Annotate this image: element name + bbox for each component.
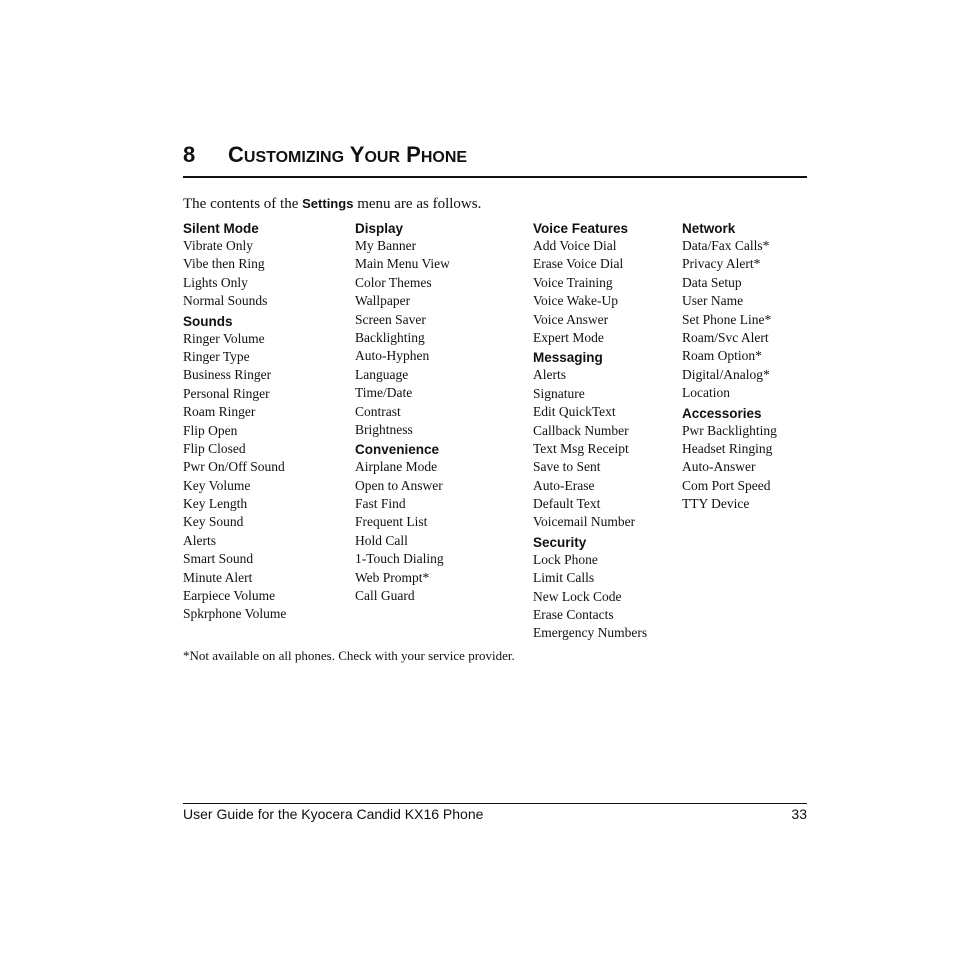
section-heading: Sounds (183, 313, 233, 329)
menu-item: Flip Closed (183, 440, 246, 456)
intro-text (183, 196, 481, 213)
chapter-heading (183, 140, 807, 178)
menu-item: Fast Find (355, 496, 406, 512)
menu-item: TTY Device (682, 496, 750, 512)
menu-item: Voice Answer (533, 311, 609, 327)
section-heading: Security (533, 534, 587, 550)
menu-item: Main Menu View (355, 256, 450, 272)
menu-item: Set Phone Line* (682, 311, 772, 327)
menu-section (183, 221, 286, 311)
chapter-title-initial: Y (349, 142, 365, 167)
chapter-title-initial: C (228, 142, 244, 167)
menu-item: Save to Sent (533, 459, 601, 475)
menu-item: Screen Saver (355, 311, 426, 327)
menu-item: Alerts (183, 532, 216, 548)
menu-item: Flip Open (183, 422, 238, 438)
menu-item: Key Volume (183, 477, 251, 493)
section-heading: Accessories (682, 405, 762, 421)
menu-item: Signature (533, 385, 585, 401)
menu-item: Privacy Alert* (682, 256, 761, 272)
menu-item: Business Ringer (183, 367, 272, 383)
menu-item: Vibe then Ring (183, 256, 265, 272)
footer-page-number: 33 (791, 806, 807, 822)
menu-item: Time/Date (355, 385, 413, 401)
menu-item: Text Msg Receipt (533, 440, 629, 456)
chapter-title (228, 142, 467, 168)
menu-item: Key Sound (183, 514, 244, 530)
menu-item: Limit Calls (533, 570, 595, 586)
section-heading: Display (355, 221, 404, 236)
menu-item: Roam Ringer (183, 404, 256, 420)
menu-item: Emergency Numbers (533, 625, 648, 641)
menu-item: Default Text (533, 496, 601, 512)
section-heading: Convenience (355, 442, 440, 458)
menu-item: Language (355, 366, 409, 382)
menu-item: Location (682, 385, 730, 401)
menu-item: User Name (682, 293, 744, 309)
menu-section (183, 314, 286, 624)
menu-item: Data Setup (682, 274, 742, 290)
menu-item: Voice Wake-Up (533, 293, 619, 309)
intro-before: The contents of the (183, 196, 303, 212)
menu-item: Pwr On/Off Sound (183, 459, 285, 475)
menu-section (682, 406, 777, 514)
menu-item: Expert Mode (533, 329, 604, 345)
menu-item: Contrast (355, 403, 401, 419)
menu-section (533, 221, 647, 347)
menu-item: Call Guard (355, 588, 415, 604)
chapter-title-rest: OUR (364, 149, 401, 166)
settings-column-3 (533, 221, 647, 643)
menu-item: 1-Touch Dialing (355, 551, 444, 567)
menu-item: Earpiece Volume (183, 588, 276, 604)
menu-item: Erase Contacts (533, 607, 614, 623)
menu-item: Frequent List (355, 514, 428, 530)
menu-item: New Lock Code (533, 588, 622, 604)
menu-item: Auto-Erase (533, 477, 595, 493)
menu-item: Roam/Svc Alert (682, 329, 769, 345)
chapter-number: 8 (183, 142, 196, 167)
chapter-title-rest: HONE (420, 149, 468, 166)
footer-guide-title: User Guide for the Kyocera Candid KX16 Phone (183, 806, 484, 822)
menu-item: Personal Ringer (183, 385, 270, 401)
menu-item: Digital/Analog* (682, 366, 770, 382)
section-heading: Network (682, 221, 736, 236)
chapter-title-initial: P (406, 142, 421, 167)
section-heading: Voice Features (533, 221, 629, 236)
settings-column-1 (183, 221, 286, 624)
menu-item: Open to Answer (355, 477, 443, 493)
menu-item: Erase Voice Dial (533, 256, 624, 272)
menu-item: Voicemail Number (533, 514, 636, 530)
menu-item: Data/Fax Calls* (682, 238, 770, 253)
menu-item: Color Themes (355, 274, 432, 290)
menu-section (533, 350, 647, 532)
menu-item: Brightness (355, 421, 413, 437)
intro-keyword: Settings (302, 196, 354, 211)
menu-item: Lock Phone (533, 551, 598, 567)
menu-item: Headset Ringing (682, 440, 773, 456)
menu-item: Auto-Hyphen (355, 348, 430, 364)
menu-item: Pwr Backlighting (682, 422, 777, 438)
section-heading: Silent Mode (183, 221, 259, 236)
menu-section (355, 442, 450, 605)
menu-item: Hold Call (355, 532, 408, 548)
menu-item: Ringer Type (183, 348, 250, 364)
section-heading: Messaging (533, 350, 603, 366)
footnote: *Not available on all phones. Check with your service provider. (183, 648, 515, 663)
settings-column-2 (355, 221, 450, 605)
menu-item: Airplane Mode (355, 459, 438, 475)
menu-item: Normal Sounds (183, 293, 268, 309)
menu-item: Voice Training (533, 274, 613, 290)
menu-item: Alerts (533, 367, 566, 383)
menu-item: Edit QuickText (533, 404, 616, 420)
settings-column-4 (682, 221, 777, 513)
chapter-title-rest: USTOMIZING (243, 149, 345, 166)
menu-item: Callback Number (533, 422, 629, 438)
menu-item: Minute Alert (183, 569, 253, 585)
menu-item: Add Voice Dial (533, 238, 617, 253)
menu-item: Web Prompt* (355, 569, 430, 585)
intro-after: menu are as follows. (353, 196, 482, 212)
menu-item: Auto-Answer (682, 459, 756, 475)
page-footer (183, 803, 807, 826)
menu-item: Vibrate Only (183, 238, 254, 253)
menu-section (533, 535, 647, 643)
menu-item: Ringer Volume (183, 330, 265, 346)
menu-item: Roam Option* (682, 348, 762, 364)
menu-item: Com Port Speed (682, 477, 771, 493)
menu-item: My Banner (355, 238, 417, 253)
menu-section (355, 221, 450, 439)
menu-item: Spkrphone Volume (183, 606, 287, 622)
menu-item: Wallpaper (355, 293, 411, 309)
menu-item: Lights Only (183, 274, 248, 290)
menu-item: Backlighting (355, 329, 425, 345)
menu-item: Key Length (183, 496, 248, 512)
menu-section (682, 221, 777, 403)
menu-item: Smart Sound (183, 551, 254, 567)
